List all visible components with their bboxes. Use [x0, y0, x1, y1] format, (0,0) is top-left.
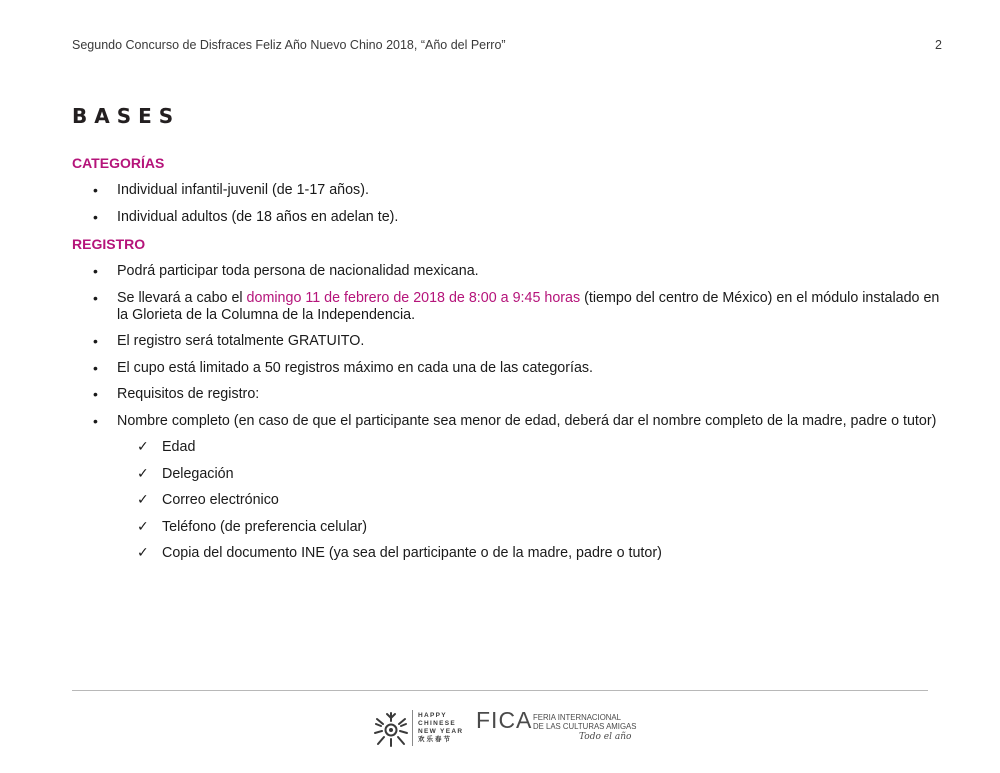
- list-item: • Nombre completo (en caso de que el participante sea menor de edad, deberá dar el nombre completo de la madre, padre o tutor): [93, 412, 937, 429]
- requirement-item: ✓ Teléfono (de preferencia celular): [137, 518, 368, 535]
- logo-divider: [412, 710, 413, 746]
- bullet-icon: •: [93, 208, 98, 225]
- page-title: BASES: [72, 104, 181, 128]
- requirements-list: [137, 439, 662, 572]
- fica-logo-subtitle: FERIA INTERNACIONAL DE LAS CULTURAS AMIGAS: [533, 713, 637, 731]
- bullet-icon: •: [93, 263, 98, 279]
- registration-date-highlight: domingo 11 de febrero de 2018 de 8:00 a 9:45 horas: [246, 289, 581, 306]
- bullet-icon: •: [93, 182, 98, 198]
- requirement-item: ✓ Edad: [137, 439, 196, 455]
- list-item: • El cupo está limitado a 50 registros máximo en cada una de las categorías.: [93, 359, 594, 376]
- happy-chinese-new-year-wordmark: HAPPY CHINESE NEW YEAR 欢乐春节: [418, 712, 464, 743]
- checkmark-icon: ✓: [137, 545, 149, 561]
- page-number: 2: [935, 38, 942, 52]
- registro-list: [72, 263, 942, 439]
- document-title: Segundo Concurso de Disfraces Feliz Año Nuevo Chino 2018, “Año del Perro”: [72, 38, 506, 52]
- bullet-icon: •: [93, 412, 98, 429]
- checkmark-icon: ✓: [137, 492, 149, 508]
- list-item: • Individual adultos (de 18 años en adelan te).: [93, 208, 399, 225]
- footer-divider: [72, 690, 928, 691]
- running-header: [72, 38, 942, 52]
- categorias-list: [72, 182, 942, 235]
- requirement-item: ✓ Copia del documento INE (ya sea del participante o de la madre, padre o tutor): [137, 545, 662, 561]
- bullet-icon: •: [93, 333, 98, 349]
- fica-tagline: Todo el año: [579, 732, 632, 742]
- checkmark-icon: ✓: [137, 518, 149, 535]
- footer-logos: [372, 706, 642, 756]
- bullet-icon: •: [93, 386, 98, 402]
- requirement-item: ✓ Delegación: [137, 465, 234, 482]
- list-item: • Podrá participar toda persona de nacionalidad mexicana.: [93, 263, 479, 279]
- list-item: • Individual infantil-juvenil (de 1-17 años).: [93, 182, 369, 198]
- list-item: • El registro será totalmente GRATUITO.: [93, 333, 365, 349]
- list-item: • Requisitos de registro:: [93, 386, 260, 402]
- happy-chinese-new-year-emblem-icon: [372, 709, 410, 749]
- list-item: • Se llevará a cabo el domingo 11 de febrero de 2018 de 8:00 a 9:45 horas (tiempo del centro de México) en el módulo instalado en la Glorieta de la Columna de la Independencia.: [93, 289, 940, 323]
- checkmark-icon: ✓: [137, 465, 149, 482]
- fica-logo-word: FICA: [476, 707, 533, 733]
- checkmark-icon: ✓: [137, 439, 149, 455]
- requirement-item: ✓ Correo electrónico: [137, 492, 279, 508]
- registro-heading: REGISTRO: [72, 236, 146, 252]
- bullet-icon: •: [93, 359, 98, 376]
- categorias-heading: CATEGORÍAS: [72, 155, 165, 171]
- bullet-icon: •: [93, 289, 98, 306]
